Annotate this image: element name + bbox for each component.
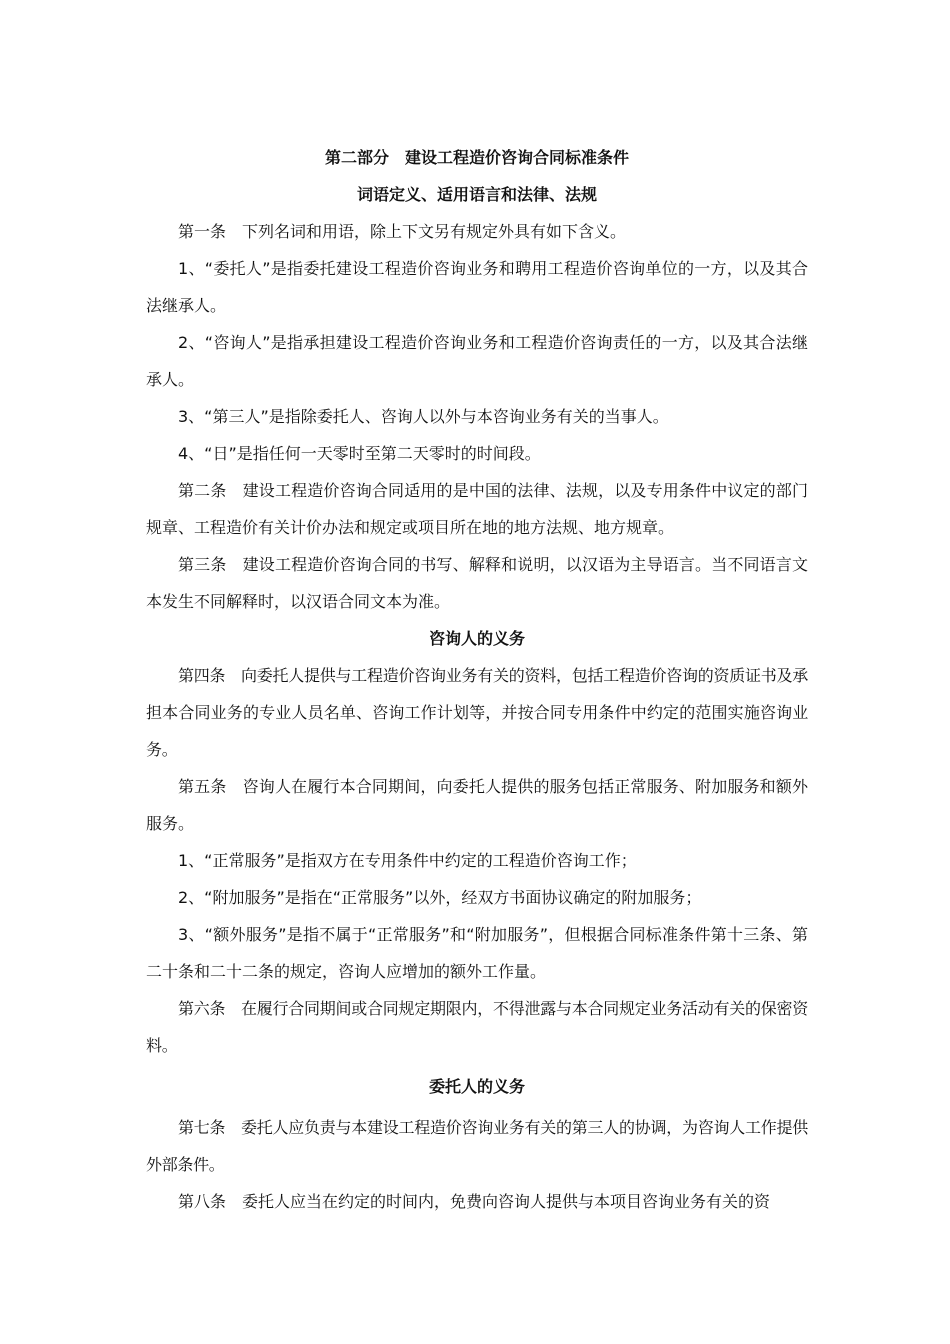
article-1-item-2: 2、“咨询人”是指承担建设工程造价咨询业务和工程造价咨询责任的一方，以及其合法继承人。 <box>146 333 808 389</box>
article-1-item-1: 1、“委托人”是指委托建设工程造价咨询业务和聘用工程造价咨询单位的一方，以及其合法继承人。 <box>146 259 808 315</box>
document-title: 第二部分 建设工程造价咨询合同标准条件 <box>324 148 629 167</box>
article-5: 第五条 咨询人在履行本合同期间，向委托人提供的服务包括正常服务、附加服务和额外服务。 <box>146 777 808 833</box>
article-6: 第六条 在履行合同期间或合同规定期限内，不得泄露与本合同规定业务活动有关的保密资料。 <box>146 999 808 1055</box>
article-1-intro: 第一条 下列名词和用语，除上下文另有规定外具有如下含义。 <box>178 222 627 241</box>
section-heading-client-obligations: 委托人的义务 <box>428 1077 525 1096</box>
article-7: 第七条 委托人应负责与本建设工程造价咨询业务有关的第三人的协调，为咨询人工作提供外部条件。 <box>146 1118 808 1174</box>
section-heading-definitions: 词语定义、适用语言和法律、法规 <box>356 185 597 204</box>
article-8: 第八条 委托人应当在约定的时间内，免费向咨询人提供与本项目咨询业务有关的资 <box>178 1192 771 1211</box>
document-page <box>146 139 808 1220</box>
article-2: 第二条 建设工程造价咨询合同适用的是中国的法律、法规，以及专用条件中议定的部门规章、工程造价有关计价办法和规定或项目所在地的地方法规、地方规章。 <box>146 481 808 537</box>
article-5-item-3: 3、“额外服务”是指不属于“正常服务”和“附加服务”，但根据合同标准条件第十三条、第二十条和二十二条的规定，咨询人应增加的额外工作量。 <box>146 925 808 981</box>
article-3: 第三条 建设工程造价咨询合同的书写、解释和说明，以汉语为主导语言。当不同语言文本发生不同解释时，以汉语合同文本为准。 <box>146 555 808 611</box>
section-heading-consultant-obligations: 咨询人的义务 <box>428 629 525 648</box>
article-1-item-3: 3、“第三人”是指除委托人、咨询人以外与本咨询业务有关的当事人。 <box>178 407 669 426</box>
article-1-item-4: 4、“日”是指任何一天零时至第二天零时的时间段。 <box>178 444 541 463</box>
article-4: 第四条 向委托人提供与工程造价咨询业务有关的资料，包括工程造价咨询的资质证书及承担本合同业务的专业人员名单、咨询工作计划等，并按合同专用条件中约定的范围实施咨询业务。 <box>146 666 808 759</box>
article-5-item-1: 1、“正常服务”是指双方在专用条件中约定的工程造价咨询工作； <box>178 851 637 870</box>
article-5-item-2: 2、“附加服务”是指在“正常服务”以外，经双方书面协议确定的附加服务； <box>178 888 702 907</box>
